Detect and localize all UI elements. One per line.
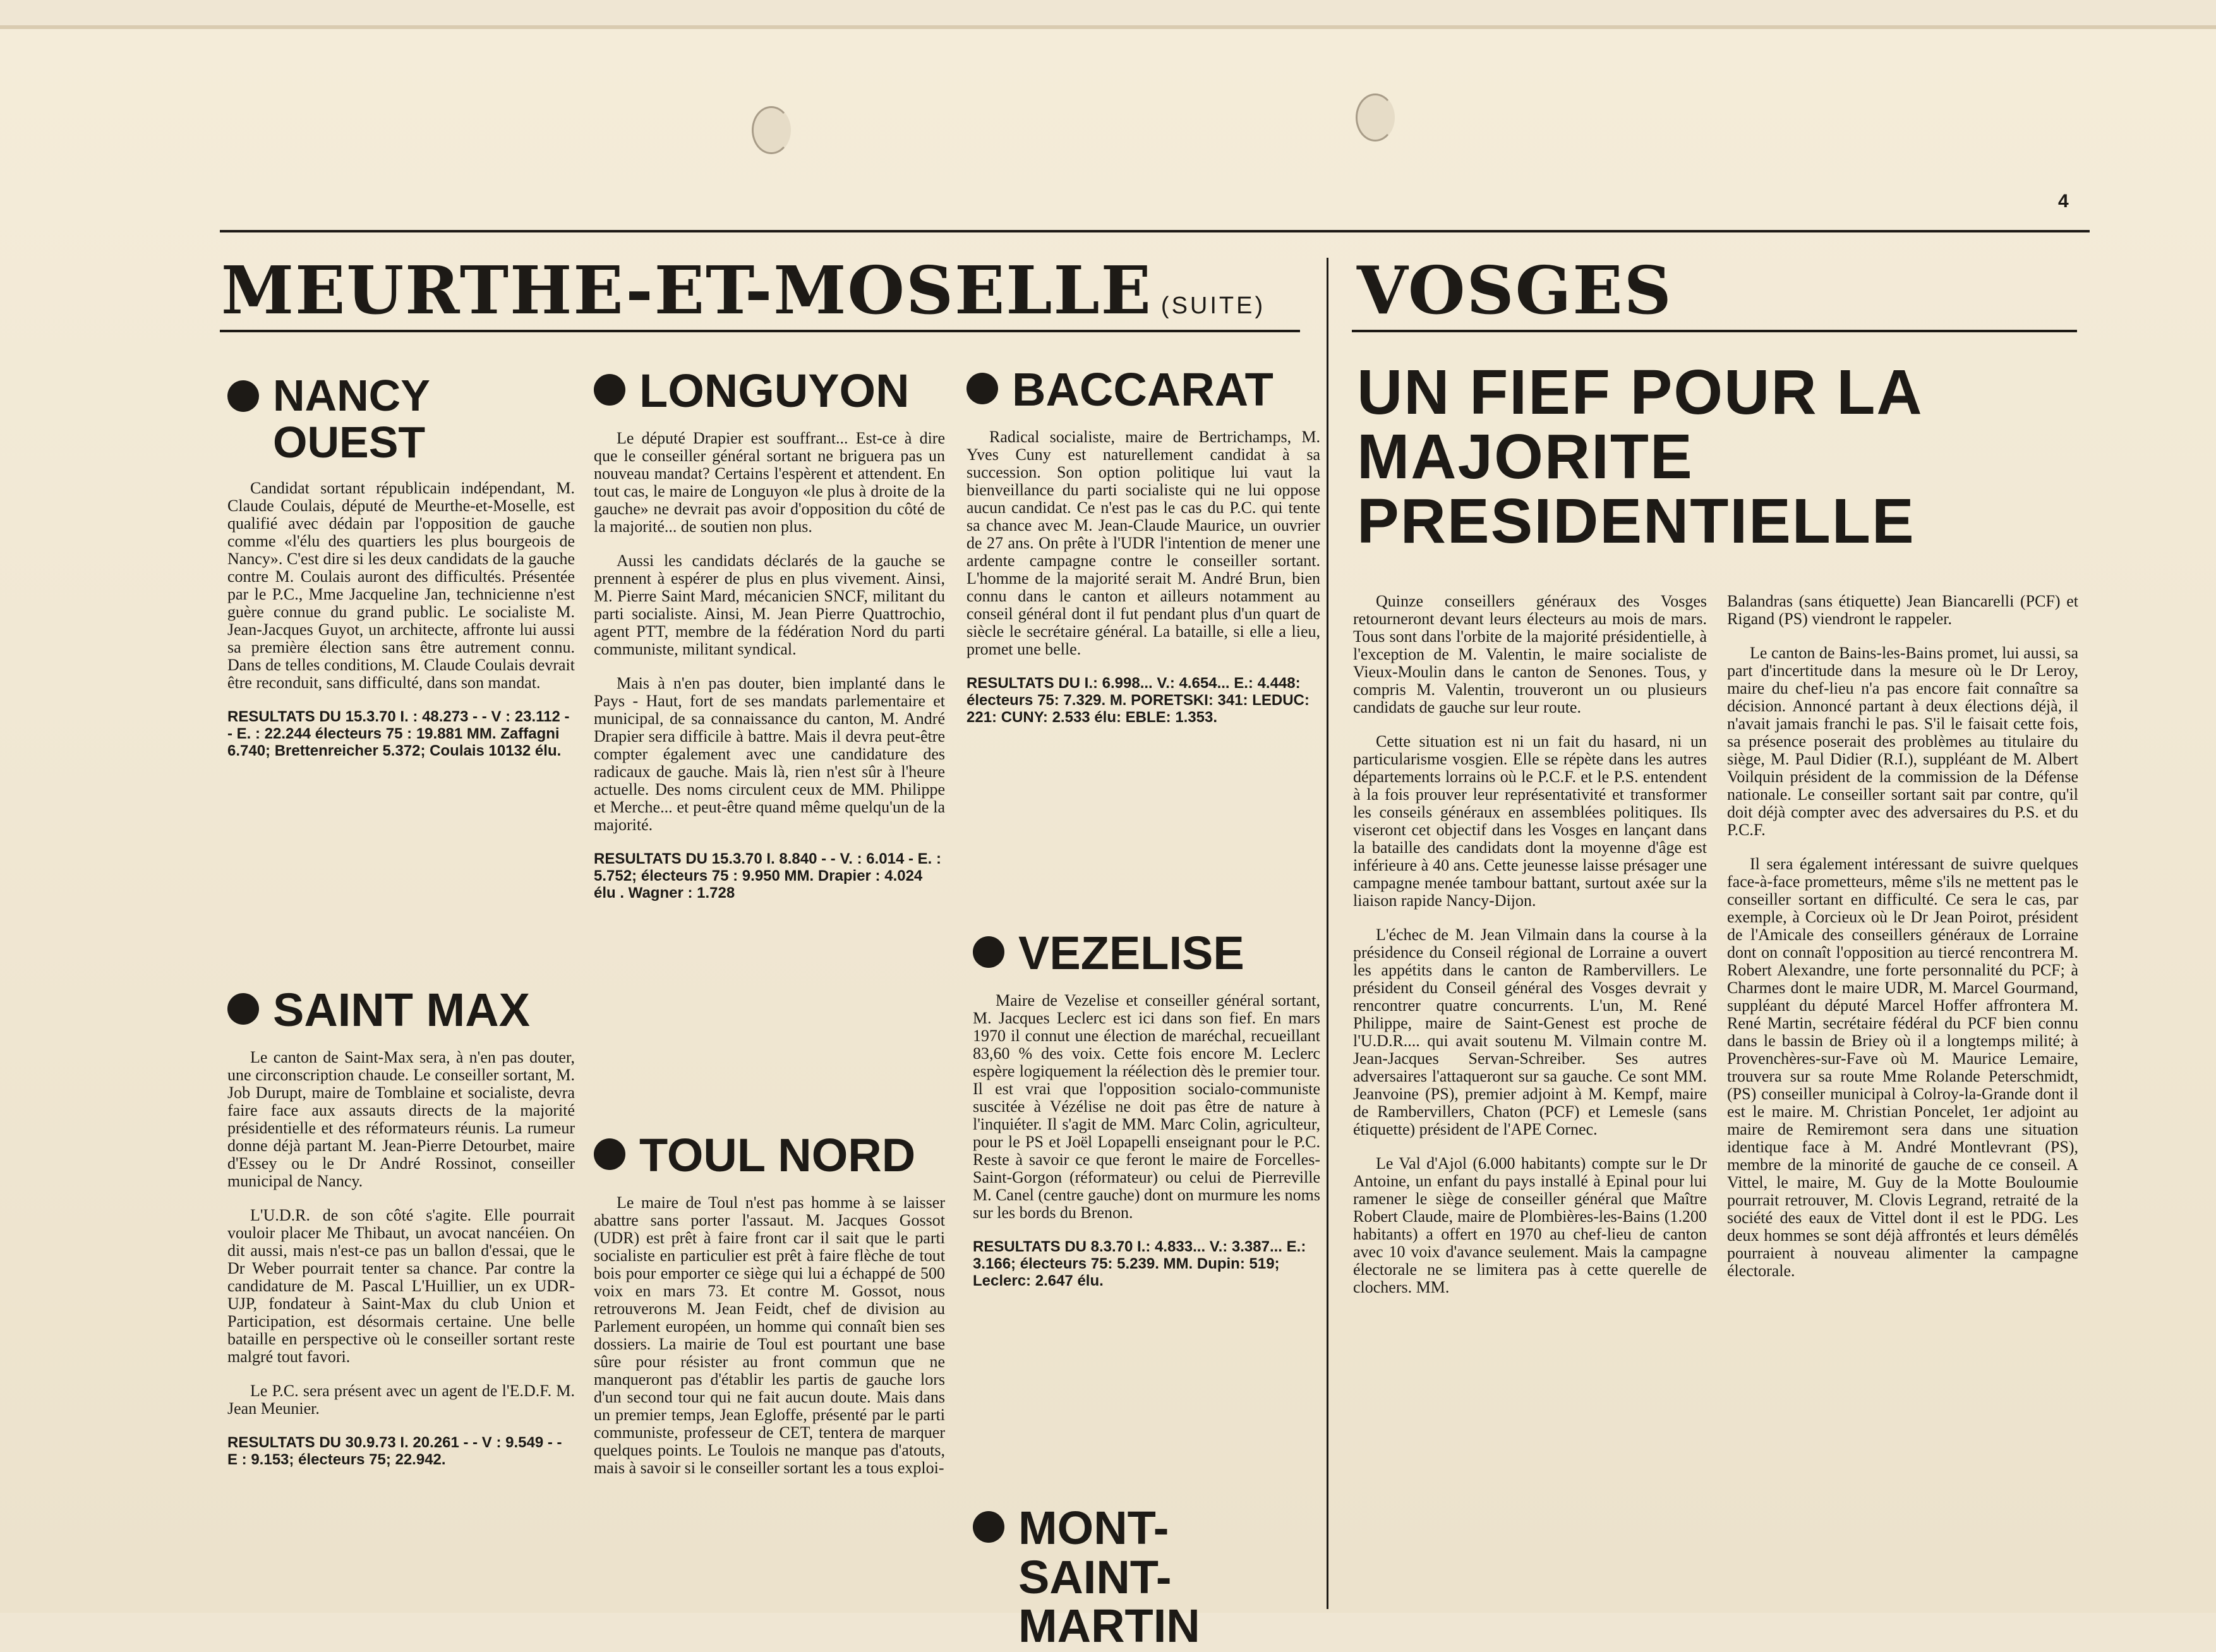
- paragraph: Il sera également intéressant de suivre quelques face-à-face prometteurs, même s'ils ne mettent pas le conseiller sortant en difficulté. Ce sera le cas, par exemple, à Corcieux où le Dr Jean Poirot, président de l'Amicale des conseillers généraux de Lorraine dont on connaît l'opposition au tiercé rencontrera M. Robert Alexandre, une forte personnalité du PCF; à Charmes dont le maire UDR, M. Marcel Gourmand, suppléant du député Marcel Hoffer affrontera M. René Martin, secrétaire fédéral du PCF bien connu dans le bassin de Briey où il a longtemps milité; à Provenchères-sur-Fave où M. Maurice Lemaire, trouvera sur sa route Mme Rolande Peterschmidt, (PS) conseiller municipal à Colroy-la-Grande dont il est le maire. M. Christian Poncelet, 1er adjoint au maire de Remiremont sera dans une situation identique face à M. André Montlevrant (PS), membre de la minorité de gauche de ce conseil. A Vittel, le maire, M. Guy de la Motte Bouloumie pourrait retrouver, M. Clovis Legrand, retraité de la société des eaux de Vittel dont il est le PDG. Les deux hommes se sont déjà affrontés et leurs démêlés pourraient à nouveau alimenter la campagne électorale.: [1727, 855, 2078, 1280]
- headline: [594, 366, 945, 416]
- top-rule: [220, 230, 2090, 232]
- headline-text: VEZELISE: [1018, 927, 1244, 979]
- article-vosges-col2: [1727, 593, 2078, 1609]
- election-results: RESULTATS DU 15.3.70 I. : 48.273 - - V : 23.112 - - E. : 22.244 électeurs 75 : 19.881 MM. Zaffagni 6.740; Brettenreicher 5.372; Coulais 10132 élu.: [227, 708, 570, 759]
- right-section-rule: [1352, 330, 2077, 332]
- section-title-meurthe: [221, 251, 1265, 329]
- paragraph: Aussi les candidats déclarés de la gauche se prennent à espérer de plus en plus vivement. Ainsi, M. Pierre Saint Mard, mécanicien SNCF, militant du parti socialiste. Ainsi, M. Jean Pierre Quattrochio, agent PTT, membre de la fédération Nord du parti communiste, militant syndical.: [594, 551, 945, 658]
- article-vosges-col1: [1353, 593, 1707, 1609]
- article-body: [966, 428, 1320, 658]
- election-results: RESULTATS DU I.: 6.998... V.: 4.654... E.: 4.448: électeurs 75: 7.329. M. PORETSKI: 341: LEDUC: 221: CUNY: 2.533 élu: EBLE: 1.353.: [966, 674, 1310, 726]
- paragraph: L'échec de M. Jean Vilmain dans la course à la présidence du Conseil régional de Lorraine a ouvert les appétits dans le canton de Rambervillers. Le président du Conseil général des Vosges devrait y rencontrer quatre concurrents. L'un, M. René Philippe, maire de Saint-Genest est proche de l'U.D.R.... qui avait soutenu M. Vilmain contre M. Jean-Jacques Servan-Schreiber. Ses autres adversaires l'attaqueront sur sa gauche. Ce sont MM. Jeanvoine (PS), premier adjoint à M. Kempf, maire de Rambervillers, Chaton (PCF) et Lemesle (sans étiquette) président de l'APE Cornec.: [1353, 925, 1707, 1138]
- headline-text: BACCARAT: [1012, 363, 1274, 416]
- article-body: [227, 479, 575, 692]
- headline-text: SAINT MAX: [273, 984, 530, 1036]
- punch-hole-right: [1356, 93, 1395, 142]
- headline-text: TOUL NORD: [639, 1129, 916, 1181]
- bullet-icon: [973, 936, 1004, 968]
- article-body: [227, 1049, 575, 1418]
- headline: [594, 1131, 945, 1180]
- section-title-vosges: VOSGES: [1357, 251, 1673, 329]
- headline: [227, 986, 575, 1035]
- page-number: 4: [2058, 191, 2069, 212]
- vosges-headline: UN FIEF POUR LA MAJORITE PRESIDENTIELLE: [1357, 357, 1921, 557]
- paragraph: Le député Drapier est souffrant... Est-ce à dire que le conseiller général sortant ne briguera pas un nouveau mandat? Certains l'espèrent et attendent. En tout cas, le maire de Longuyon «le plus à droite de la gauche» ne devrait pas avoir d'opposition du côté de la majorité... de soutien non plus.: [594, 428, 945, 536]
- headline: [973, 929, 1320, 978]
- paragraph: Maire de Vezelise et conseiller général sortant, M. Jacques Leclerc est ici dans son fief. En mars 1970 il connut une élection de maréchal, recueillant 83,60 % des voix. Cette fois encore M. Leclerc espère logiquement la réélection dès le premier tour. Il est vrai que l'opposition socialo-communiste suscitée à Vézélise ne doit pas être de nature à l'inquiéter. Il s'agit de MM. Marc Colin, agriculteur, pour le PS et Joël Lopapelli enseignant pour le P.C. Reste à savoir ce que feront le maire de Forcelles-Saint-Gorgon (réformateur) ou celui de Pierreville M. Canel (centre gauche) dont on murmure les noms sur les bords du Brenon.: [973, 991, 1320, 1222]
- article-toul-nord: [594, 1131, 945, 1609]
- paragraph: Mais à n'en pas douter, bien implanté dans le Pays - Haut, fort de ses mandats parlementaire et municipal, de sa connaissance du canton, M. André Drapier sera difficile à battre. Mais il devra peut-être compter également avec une candidature des radicaux de gauche. Mais là, rien n'est sûr à l'heure actuelle. Des noms circulent ceux de MM. Philippe et Merche... et peut-être quand même quelqu'un de la majorité.: [594, 673, 945, 834]
- election-results: RESULTATS DU 8.3.70 I.: 4.833... V.: 3.387... E.: 3.166; électeurs 75: 5.239. MM. Dupin: 519; Leclerc: 2.647 élu.: [973, 1238, 1306, 1289]
- article-body: [594, 1194, 945, 1477]
- paragraph: Quinze conseillers généraux des Vosges retourneront devant leurs électeurs au mois de mars. Tous sont dans l'orbite de la majorité présidentielle, à l'exception de M. Valentin, le maire socialiste de Vieux-Moulin dans le canton de Senones. Tous, y compris M. Valentin, trouveront un ou plusieurs candidats de gauche sur leur route.: [1353, 592, 1707, 716]
- headline: [973, 1504, 1327, 1651]
- paragraph: Cette situation est ni un fait du hasard, ni un particularisme vosgien. Elle se répète dans les autres départements lorrains où le P.C.F. et le P.S. entendent à la fois prouver leur représentativité et transformer les conseils généraux en assemblées politiques. Ils viseront cet objectif dans les Vosges en lançant dans la bataille des candidats dont la moyenne d'âge est inférieure à 40 ans. Cette jeunesse laisse présager une campagne menée tambour battant, surtout axée sur la liaison rapide Nancy-Dijon.: [1353, 732, 1707, 910]
- paragraph: Le canton de Saint-Max sera, à n'en pas douter, une circonscription chaude. Le conseiller sortant, M. Job Durupt, maire de Tomblaine et socialiste, devra faire face aux assauts directs de la majorité présidentielle et des réformateurs réunis. La rumeur donne déjà partant M. Jean-Pierre Detourbet, maire d'Essey ou le Dr André Rossinot, conseiller municipal de Nancy.: [227, 1047, 575, 1190]
- election-results: RESULTATS DU 30.9.73 I. 20.261 - - V : 9.549 - - E : 9.153; électeurs 75; 22.942.: [227, 1433, 562, 1468]
- left-section-rule: [220, 330, 1300, 332]
- paragraph: L'U.D.R. de son côté s'agite. Elle pourrait vouloir placer Me Thibaut, un avocat nancéien. On dit aussi, mais n'est-ce pas un ballon d'essai, que le Dr Weber pourrait tenter sa chance. Par contre la candidature de M. Pascal L'Huillier, un ex UDR-UJP, fondateur à Saint-Max du club Union et Participation, est désormais certaine. Une belle bataille en perspective où le conseiller sortant reste malgré tout favori.: [227, 1205, 575, 1366]
- bullet-icon: [594, 374, 625, 406]
- article-body: [1353, 593, 1707, 1296]
- section-subtitle: (SUITE): [1160, 292, 1266, 319]
- election-results: RESULTATS DU 15.3.70 I. 8.840 - - V. : 6.014 - E. : 5.752; électeurs 75 : 9.950 MM. Drapier : 4.024 élu . Wagner : 1.728: [594, 850, 941, 901]
- paragraph: Le canton de Bains-les-Bains promet, lui aussi, sa part d'incertitude dans la mesure où le Dr Leroy, maire du chef-lieu n'a pas encore fait connaître sa décision. Annoncé partant à deux élections déjà, il n'avait jamais franchi le pas. S'il le faisait cette fois, sa présence poserait des problèmes au titulaire du siège, M. Paul Didier (R.I.), suppléant de M. Albert Voilquin président de la commission de la Défense nationale. Le conseiller sortant sait par contre, qu'il doit déjà compter avec des adversaires du P.S. et du P.C.F.: [1727, 644, 2078, 839]
- article-body: [973, 992, 1320, 1222]
- headline-text: MONT-SAINT-MARTIN: [1018, 1502, 1200, 1652]
- bullet-icon: [227, 993, 259, 1025]
- article-nancy-ouest: [227, 373, 575, 967]
- column-divider: [1327, 258, 1328, 1609]
- article-saint-max: [227, 986, 575, 1609]
- bullet-icon: [227, 380, 259, 412]
- headline-text: LONGUYON: [639, 365, 910, 417]
- article-body: [594, 430, 945, 834]
- headline: [966, 365, 1320, 414]
- article-vezelise: [973, 929, 1320, 1472]
- headline-text: NANCY OUEST: [273, 371, 430, 467]
- paragraph: Candidat sortant républicain indépendant, M. Claude Coulais, député de Meurthe-et-Moselle, est qualifié avec dédain par l'opposition de gauche comme «l'élu des quartiers les plus bourgeois de Nancy». C'est dire si les deux candidats de la gauche contre M. Coulais auront des difficultés. Présentée par le P.C., Mme Jacqueline Jan, technicienne n'est guère connue du grand public. Le socialiste M. Jean-Jacques Guyot, un architecte, affronte lui aussi sa première élection sans être autrement connu. Dans de telles conditions, M. Claude Coulais devrait être reconduit, sans difficulté, dans son mandat.: [227, 479, 575, 692]
- punch-hole-left: [752, 106, 791, 154]
- article-longuyon: [594, 366, 945, 1099]
- section-title-text: MEURTHE-ET-MOSELLE: [221, 251, 1152, 329]
- bullet-icon: [594, 1138, 625, 1170]
- article-baccarat: [966, 365, 1320, 883]
- paragraph: Le maire de Toul n'est pas homme à se laisser abattre sans porter l'assaut. M. Jacques Gossot (UDR) est prêt à faire front car il sait que le parti socialiste en particulier est prêt à faire flèche de tout bois pour emporter ce siège qui lui a échappé de 500 voix en mars 73. Et contre M. Gossot, nous retrouverons M. Jean Feidt, chef de division au Parlement européen, un homme qui connaît bien ses dossiers. La mairie de Toul est pourtant une base sûre pour résister au front commun que ne manqueront pas d'établir les partis de gauche lors d'un second tour qui ne fait aucun doute. Mais dans un premier temps, Jean Egloffe, présenté par le parti communiste, professeur de CET, tentera de marquer quelques points. Le Toulois ne manque pas d'atouts, mais à savoir si le conseiller sortant les a tous exploi-: [594, 1193, 945, 1477]
- paragraph: Radical socialiste, maire de Bertrichamps, M. Yves Cuny est naturellement candidat à sa succession. Son option politique lui vaut la bienveillance du parti socialiste qui ne lui oppose aucun candidat. Ce n'est pas le cas du P.C. qui tente sa chance avec M. Jean-Claude Maurice, un ouvrier de 27 ans. On prête à l'UDR l'intention de mener une ardente campagne contre le conseiller sortant. L'homme de la majorité serait M. André Brun, bien connu dans le canton et ailleurs notamment au conseil général dont il fut pendant plus d'un quart de siècle le secrétaire général. La bataille, si elle a lieu, promet une belle.: [966, 427, 1320, 658]
- bullet-icon: [966, 373, 998, 404]
- headline: [227, 373, 575, 466]
- article-mont-saint-martin: [973, 1502, 1327, 1652]
- bullet-icon: [973, 1511, 1004, 1543]
- paragraph: Le P.C. sera présent avec un agent de l'E.D.F. M. Jean Meunier.: [227, 1381, 575, 1418]
- paragraph: Balandras (sans étiquette) Jean Biancarelli (PCF) et Rigand (PS) viendront le rappeler.: [1727, 592, 2078, 628]
- article-body: [1727, 593, 2078, 1280]
- paragraph: Le Val d'Ajol (6.000 habitants) compte sur le Dr Antoine, un enfant du pays installé à Epinal pour lui ramener le siège de conseiller général que Maître Robert Claude, maire de Plombières-les-Bains (1.200 habitants) a offert en 1970 au chef-lieu de canton avec 10 voix d'avance seulement. Mais la campagne électorale ne se limitera pas à cette querelle de clochers. MM.: [1353, 1154, 1707, 1296]
